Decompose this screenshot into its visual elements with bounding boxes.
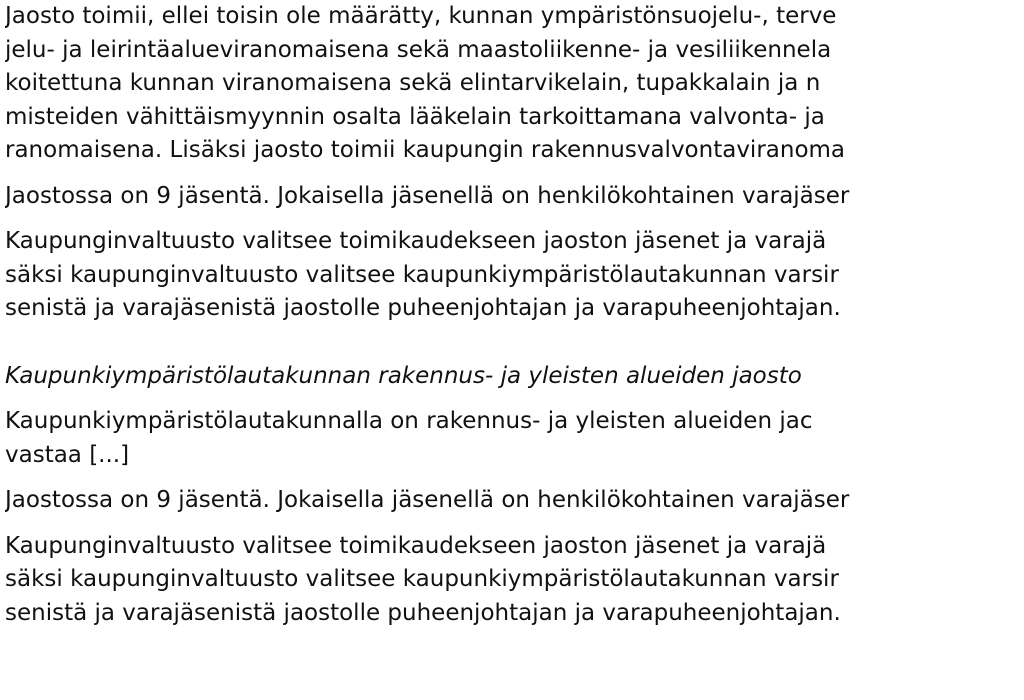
paragraph-election [5, 225, 1024, 326]
paragraph-members [5, 180, 1024, 214]
text-line: Kaupunginvaltuusto valitsee toimikaudekseen jaoston jäsenet ja varajä [5, 228, 827, 254]
text-line: Kaupunginvaltuusto valitsee toimikaudekseen jaoston jäsenet ja varajä [5, 532, 827, 559]
text-line: säksi kaupunginvaltuusto valitsee kaupunkiympäristölautakunnan varsir [5, 261, 839, 288]
paragraph-division [5, 405, 1024, 472]
section-spacer [5, 338, 1024, 360]
section-heading: Kaupunkiympäristölautakunnan rakennus- ja yleisten alueiden jaosto [5, 362, 802, 389]
text-line: jelu- ja leirintäalueviranomaisena sekä maastoliikenne- ja vesiliikennela [5, 36, 832, 63]
paragraph-members [5, 484, 1024, 518]
document-page [5, 0, 1024, 700]
text-line: senistä ja varajäsenistä jaostolle puheenjohtajan ja varapuheenjohtajan. [5, 599, 841, 626]
text-line: misteiden vähittäismyynnin osalta lääkelain tarkoittamana valvonta- ja [5, 103, 825, 130]
text-line: säksi kaupunginvaltuusto valitsee kaupunkiympäristölautakunnan varsir [5, 566, 839, 592]
text-line: Jaosto toimii, ellei toisin ole määrätty, kunnan ympäristönsuojelu-, terve [5, 3, 837, 29]
text-line: vastaa [...] [5, 441, 130, 468]
paragraph-authority [5, 0, 1024, 168]
text-line: senistä ja varajäsenistä jaostolle puheenjohtajan ja varapuheenjohtajan. [5, 295, 841, 321]
paragraph-election [5, 530, 1024, 631]
text-line: Jaostossa on 9 jäsentä. Jokaisella jäsenellä on henkilökohtainen varajäser [5, 487, 850, 513]
text-line: Jaostossa on 9 jäsentä. Jokaisella jäsenellä on henkilökohtainen varajäser [5, 182, 850, 209]
text-line: ranomaisena. Lisäksi jaosto toimii kaupungin rakennusvalvontaviranoma [5, 137, 846, 163]
text-line: Kaupunkiympäristölautakunnalla on rakennus- ja yleisten alueiden jac [5, 408, 813, 434]
text-line: koitettuna kunnan viranomaisena sekä elintarvikelain, tupakkalain ja n [5, 70, 821, 96]
